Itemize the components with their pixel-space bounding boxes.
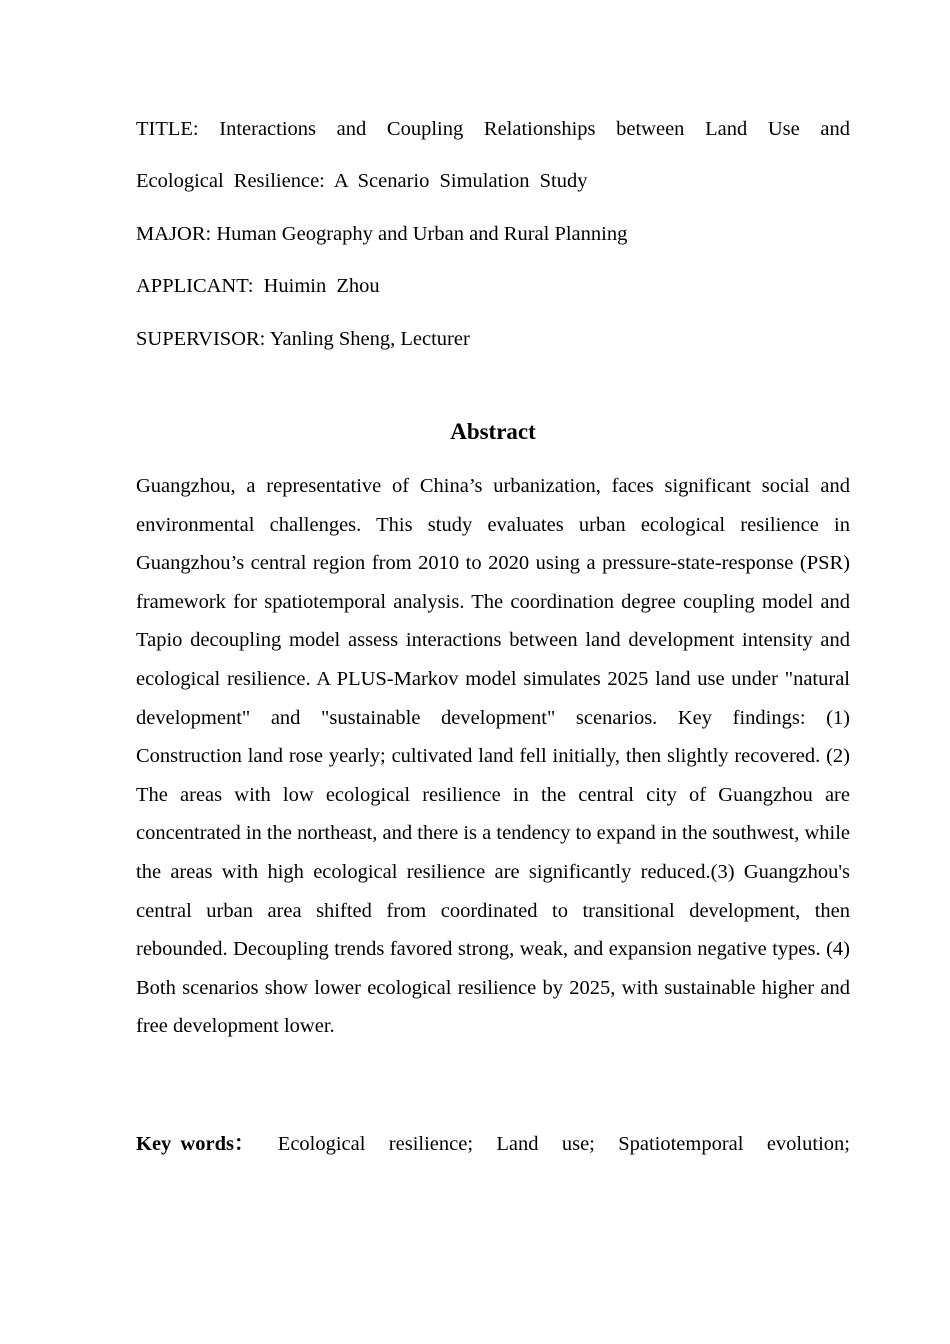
supervisor-line — [136, 313, 470, 365]
supervisor-value: Yanling Sheng, Lecturer — [269, 328, 470, 350]
keywords-label-group — [136, 1125, 254, 1163]
title-word: Land — [705, 118, 748, 140]
title-word: Coupling — [386, 118, 464, 140]
keyword-item: Land — [496, 1133, 539, 1155]
major-value: Human Geography and Urban and Rural Planning — [216, 223, 628, 245]
major-label: MAJOR: — [136, 223, 212, 245]
supervisor-label: SUPERVISOR: — [136, 328, 266, 350]
thesis-title-line-2: Ecological Resilience: A Scenario Simulation Study — [136, 170, 588, 192]
keyword-item: evolution; — [766, 1133, 850, 1155]
applicant-line — [136, 260, 380, 312]
thesis-title-block — [136, 103, 850, 207]
applicant-value: Huimin Zhou — [263, 275, 380, 297]
thesis-title-line-1 — [136, 103, 850, 155]
title-word: and — [336, 118, 367, 140]
keyword-item: resilience; — [388, 1133, 474, 1155]
title-word: Relationships — [483, 118, 596, 140]
keyword-item: use; — [561, 1133, 595, 1155]
keywords-separator: ： — [233, 1133, 255, 1155]
keywords-label: Key words — [136, 1133, 234, 1155]
abstract-heading: Abstract — [450, 419, 536, 444]
title-word: and — [820, 118, 850, 140]
title-word: between — [616, 118, 685, 140]
keyword-item: Ecological — [277, 1133, 366, 1155]
keyword-item: Spatiotemporal — [618, 1133, 744, 1155]
major-line — [136, 208, 627, 260]
title-word: Interactions — [219, 118, 317, 140]
title-label: TITLE: — [136, 118, 199, 140]
keywords-line — [136, 1125, 850, 1163]
title-word: Use — [767, 118, 800, 140]
applicant-label: APPLICANT: — [136, 275, 254, 297]
abstract-body: Guangzhou, a representative of China’s urbanization, faces significant social and environmental challenges. This study evaluates urban ecological resilience in Guangzhou’s central region from 2010 to 2020 using a pressure-state-response (PSR) framework for spatiotemporal analysis. The coordination degree coupling model and Tapio decoupling model assess interactions between land development intensity and ecological resilience. A PLUS-Markov model simulates 2025 land use under "natural development" and "sustainable development" scenarios. Key findings: (1) Construction land rose yearly; cultivated land fell initially, then slightly recovered. (2) The areas with low ecological resilience in the central city of Guangzhou are concentrated in the northeast, and there is a tendency to expand in the southwest, while the areas with high ecological resilience are significantly reduced.(3) Guangzhou's central urban area shifted from coordinated to transitional development, then rebounded. Decoupling trends favored strong, weak, and expansion negative types. (4) Both scenarios show lower ecological resilience by 2025, with sustainable higher and free development lower. — [136, 475, 850, 1038]
